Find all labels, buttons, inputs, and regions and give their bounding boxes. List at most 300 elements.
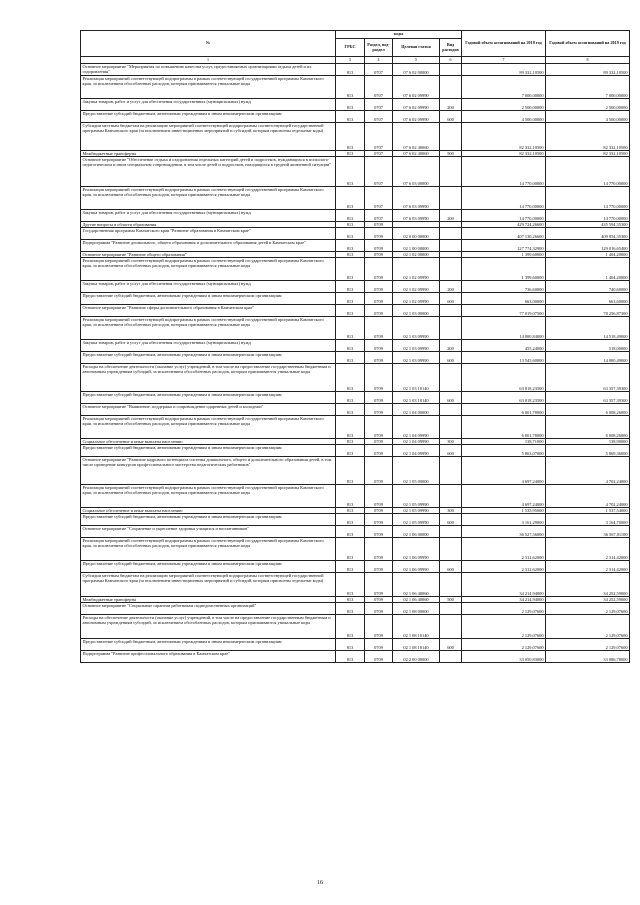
row-razdel: 0707 [365,111,393,123]
row-expense-type: 300 [440,508,462,514]
row-name: Реализация мероприятий соответствующей подпрограммы в рамках соответствующей государственной программы Камчатского края, за исключением обособленных расходов, которым присваиваются уникальные коды [81,187,336,210]
row-name: Подпрограмма "Развитие дошкольного, общего образования и дополнительного образования детей в Камчатском крае" [81,240,336,252]
row-volume-2019: 129 016,65400 [546,240,630,252]
row-volume-2019: 2 129,07600 [546,615,630,639]
row-razdel: 0709 [365,392,393,404]
header-target-article: Целевая статья [393,39,440,57]
row-volume-2018: 2 500,00000 [462,99,546,111]
row-expense-type [440,187,462,210]
row-volume-2018: 1 399,60000 [462,252,546,258]
row-volume-2019: 435 594,35300 [546,222,630,228]
row-expense-type [440,240,462,252]
row-razdel: 0709 [365,293,393,305]
row-grbs: 813 [336,111,365,123]
table-row [81,281,630,293]
row-name: Закупка товаров, работ и услуг для обеспечения государственных (муниципальных) нужд [81,99,336,111]
row-target-article: 02 1 05 09990 [393,508,440,514]
column-number: 6 [440,57,462,64]
table-row [81,123,630,151]
row-grbs: 813 [336,123,365,151]
row-volume-2018: 82 332,10500 [462,151,546,157]
row-volume-2019: 36 567,01100 [546,526,630,538]
row-volume-2019: 6 008,26000 [546,404,630,416]
row-volume-2019: 138,90000 [546,439,630,445]
row-volume-2019: 409 854,35300 [546,228,630,240]
row-target-article: 02 1 02 09990 [393,293,440,305]
row-name: Субсидии местным бюджетам на реализацию мероприятий соответствующей подпрограммы соответствующей государственной программы Камчатского края (за исключением инвестиционных мероприятий и субсидий, которым присвоены отдельные коды) [81,123,336,151]
row-grbs: 813 [336,99,365,111]
row-name: Реализация мероприятий соответствующей подпрограммы в рамках соответствующей государственной программы Камчатского края, за исключением обособленных расходов, которым присваиваются уникальные коды [81,485,336,508]
row-expense-type: 600 [440,111,462,123]
row-volume-2019: 63 357,39300 [546,392,630,404]
row-target-article: 02 1 02 09990 [393,281,440,293]
row-target-article: 02 1 05 09990 [393,485,440,508]
table-row [81,561,630,573]
row-grbs: 813 [336,258,365,281]
row-target-article: 07 6 02 09990 [393,111,440,123]
row-name: Закупка товаров, работ и услуг для обеспечения государственных (муниципальных) нужд [81,340,336,352]
row-volume-2018: 4 697,24000 [462,457,546,485]
row-razdel: 0709 [365,597,393,603]
row-name: Реализация мероприятий соответствующей подпрограммы в рамках соответствующей государственной программы Камчатского края, за исключением обособленных расходов, которым присваиваются уникальные коды [81,317,336,340]
row-grbs: 813 [336,76,365,99]
row-razdel: 0709 [365,252,393,258]
row-volume-2018: 63 018,23500 [462,392,546,404]
table-row [81,392,630,404]
row-name: Социальное обеспечение и иные выплаты населению [81,439,336,445]
row-razdel: 0709 [365,364,393,392]
row-name: Закупка товаров, работ и услуг для обеспечения государственных (муниципальных) нужд [81,281,336,293]
row-grbs: 813 [336,508,365,514]
table-row [81,76,630,99]
table-row [81,228,630,240]
row-name: Основное мероприятие "Развитие общего образования" [81,252,336,258]
table-row [81,293,630,305]
row-name: Закупка товаров, работ и услуг для обеспечения государственных (муниципальных) нужд [81,210,336,222]
page-number: 16 [317,880,323,886]
table-row [81,99,630,111]
row-expense-type [440,76,462,99]
row-razdel: 0709 [365,222,393,228]
row-volume-2018: 2 312,62000 [462,561,546,573]
row-razdel: 0707 [365,187,393,210]
header-volume-2019: Годовой объем ассигнований на 2019 год [546,31,630,57]
row-target-article: 02 1 08 00000 [393,603,440,615]
row-grbs: 813 [336,252,365,258]
row-target-article: 07 6 03 09990 [393,187,440,210]
row-expense-type: 600 [440,639,462,651]
row-name: Межбюджетные трансферты [81,597,336,603]
row-expense-type [440,258,462,281]
header-razdel: Раздел, под-раздел [365,39,393,57]
row-razdel: 0709 [365,317,393,340]
row-volume-2018: 82 332,10500 [462,123,546,151]
row-razdel: 0709 [365,457,393,485]
row-volume-2018: 14 770,00000 [462,157,546,187]
row-volume-2018: 429 724,26600 [462,222,546,228]
table-row [81,187,630,210]
table-row [81,457,630,485]
row-razdel: 0709 [365,416,393,439]
header-number: № [81,31,336,57]
row-razdel: 0709 [365,538,393,561]
row-expense-type: 600 [440,445,462,457]
row-razdel: 0709 [365,573,393,597]
row-target-article: 02 1 08 10140 [393,615,440,639]
row-volume-2019: 2 129,07600 [546,603,630,615]
table-row [81,514,630,526]
row-name: Основное мероприятие "Развитие кадрового потенциала системы дошкольного, общего и дополнительного образования детей, в том числе проведение конкурсов профессионального мастерства педагогических работников" [81,457,336,485]
row-razdel: 0709 [365,615,393,639]
row-volume-2018: 2 129,07600 [462,615,546,639]
table-row [81,317,630,340]
row-name: Предоставление субсидий бюджетным, автономным учреждениям и иным некоммерческим организациям [81,352,336,364]
column-number: 8 [546,57,630,64]
row-expense-type [440,404,462,416]
row-name: Реализация мероприятий соответствующей подпрограммы в рамках соответствующей государственной программы Камчатского края, за исключением обособленных расходов, которым присваиваются уникальные коды [81,538,336,561]
row-volume-2019: 82 332,10500 [546,123,630,151]
row-grbs: 813 [336,187,365,210]
table-row [81,340,630,352]
row-razdel: 0709 [365,340,393,352]
row-grbs: 813 [336,157,365,187]
row-name: Основное мероприятие "Мероприятия по повышению качества услуг, предоставляемых организациями отдыха детей и их оздоровления" [81,64,336,76]
row-volume-2019: 3 164,70000 [546,514,630,526]
row-expense-type [440,526,462,538]
row-expense-type [440,64,462,76]
row-expense-type: 600 [440,293,462,305]
column-number: 3 [336,57,365,64]
row-grbs: 813 [336,639,365,651]
table-row [81,64,630,76]
row-razdel: 0709 [365,445,393,457]
table-body [81,64,630,663]
row-volume-2018: 34 214,94000 [462,597,546,603]
row-expense-type [440,603,462,615]
row-grbs: 813 [336,210,365,222]
row-name: Реализация мероприятий соответствующей подпрограммы в рамках соответствующей государственной программы Камчатского края, за исключением обособленных расходов, которым присваиваются уникальные коды [81,416,336,439]
row-volume-2018: 407 130,26600 [462,228,546,240]
row-volume-2018: 14 000,84000 [462,317,546,340]
row-volume-2018: 14 770,00000 [462,187,546,210]
row-name: Предоставление субсидий бюджетным, автономным учреждениям и иным некоммерческим организациям [81,392,336,404]
row-expense-type: 500 [440,151,462,157]
column-number-row [81,57,630,64]
row-target-article: 02 1 03 00000 [393,305,440,317]
table-row [81,305,630,317]
row-volume-2019: 14 518,49000 [546,317,630,340]
table-row [81,526,630,538]
row-grbs: 813 [336,485,365,508]
table-row [81,573,630,597]
row-grbs: 813 [336,603,365,615]
row-expense-type [440,364,462,392]
row-grbs: 813 [336,538,365,561]
row-target-article: 02 1 04 09990 [393,416,440,439]
row-razdel: 0709 [365,305,393,317]
row-target-article: 02 0 00 00000 [393,228,440,240]
row-volume-2018: 138,71000 [462,439,546,445]
row-volume-2018: 3 161,29000 [462,514,546,526]
row-target-article: 02 1 05 00000 [393,457,440,485]
row-expense-type [440,573,462,597]
row-target-article: 07 6 02 40060 [393,123,440,151]
table-row [81,404,630,416]
row-volume-2019: 34 252,59000 [546,573,630,597]
row-volume-2018: 2 129,07600 [462,603,546,615]
row-razdel: 0707 [365,64,393,76]
row-target-article: 02 1 06 09990 [393,538,440,561]
row-expense-type: 600 [440,561,462,573]
row-volume-2018: 2 129,07600 [462,639,546,651]
row-name: Основное мероприятие "Социальные гарантии работникам подведомственных организаций" [81,603,336,615]
header-expense-type: Вид расходов [440,39,462,57]
row-expense-type [440,305,462,317]
row-razdel: 0709 [365,514,393,526]
row-expense-type [440,457,462,485]
row-volume-2018: 34 214,94000 [462,573,546,597]
row-razdel: 0709 [365,508,393,514]
row-razdel: 0709 [365,639,393,651]
row-volume-2018: 127 774,32900 [462,240,546,252]
table-row [81,352,630,364]
row-expense-type: 600 [440,352,462,364]
row-volume-2019: 2 129,07600 [546,639,630,651]
row-expense-type [440,317,462,340]
row-razdel: 0709 [365,281,393,293]
row-grbs: 813 [336,439,365,445]
row-name: Другие вопросы в области образования [81,222,336,228]
row-volume-2019: 5 869,36000 [546,445,630,457]
row-target-article: 02 1 06 00000 [393,526,440,538]
row-name: Предоставление субсидий бюджетным, автономным учреждениям и иным некоммерческим организациям [81,561,336,573]
row-expense-type [440,538,462,561]
row-target-article: 02 1 02 09990 [393,258,440,281]
row-volume-2019: 1 537,54000 [546,508,630,514]
row-expense-type: 200 [440,210,462,222]
row-volume-2018: 736,60000 [462,281,546,293]
row-grbs: 813 [336,416,365,439]
table-row [81,445,630,457]
row-razdel: 0709 [365,404,393,416]
row-volume-2019: 33 086,78000 [546,651,630,663]
row-target-article: 02 1 03 10140 [393,364,440,392]
row-volume-2018: 36 527,56000 [462,526,546,538]
row-expense-type: 300 [440,439,462,445]
row-razdel: 0709 [365,240,393,252]
row-expense-type [440,416,462,439]
row-name: Реализация мероприятий соответствующей подпрограммы в рамках соответствующей государственной программы Камчатского края, за исключением обособленных расходов, которым присваиваются уникальные коды [81,258,336,281]
row-volume-2018: 6 001,78000 [462,404,546,416]
row-volume-2019: 518,00000 [546,340,630,352]
row-target-article: 02 2 00 00000 [393,651,440,663]
table-row [81,651,630,663]
row-expense-type [440,157,462,187]
row-name: Реализация мероприятий соответствующей подпрограммы в рамках соответствующей государственной программы Камчатского края, за исключением обособленных расходов, которым присваиваются уникальные коды [81,76,336,99]
row-target-article: 02 1 02 00000 [393,252,440,258]
row-expense-type: 600 [440,392,462,404]
column-number: 7 [462,57,546,64]
row-razdel: 0707 [365,123,393,151]
row-name: Предоставление субсидий бюджетным, автономным учреждениям и иным некоммерческим организациям [81,639,336,651]
row-volume-2018: 2 312,62000 [462,538,546,561]
row-target-article: 02 1 06 09990 [393,561,440,573]
row-volume-2018: 7 000,00000 [462,76,546,99]
row-razdel: 0707 [365,76,393,99]
row-grbs: 813 [336,340,365,352]
table-row [81,157,630,187]
row-volume-2019: 4 702,24000 [546,485,630,508]
row-volume-2018: 63 018,23500 [462,364,546,392]
row-volume-2018: 14 770,00000 [462,210,546,222]
row-volume-2018: 13 545,60000 [462,352,546,364]
row-volume-2018: 663,00000 [462,293,546,305]
row-volume-2019: 4 702,24000 [546,457,630,485]
header-grbs: ГРБС [336,39,365,57]
row-expense-type [440,485,462,508]
row-volume-2019: 1 404,20000 [546,258,630,281]
row-name: Межбюджетные трансферты [81,151,336,157]
row-target-article: 02 1 05 09990 [393,514,440,526]
row-volume-2019: 78 256,87300 [546,305,630,317]
row-volume-2019: 2 314,42000 [546,538,630,561]
row-expense-type: 500 [440,597,462,603]
column-number: 4 [365,57,393,64]
table-row [81,639,630,651]
row-expense-type [440,651,462,663]
row-grbs: 813 [336,573,365,597]
row-grbs: 813 [336,281,365,293]
row-target-article: 02 1 03 09990 [393,352,440,364]
row-expense-type [440,123,462,151]
row-volume-2018: 33 050,83000 [462,651,546,663]
row-razdel: 0709 [365,561,393,573]
row-razdel: 0709 [365,651,393,663]
row-grbs: 813 [336,457,365,485]
table-row [81,210,630,222]
row-razdel: 0709 [365,603,393,615]
row-name: Основное мероприятие "Развитие сферы дополнительного образования в Камчатском крае" [81,305,336,317]
row-razdel: 0707 [365,99,393,111]
row-volume-2019: 63 357,39300 [546,364,630,392]
row-volume-2019: 1 404,20000 [546,252,630,258]
row-grbs: 813 [336,392,365,404]
row-razdel: 0709 [365,526,393,538]
row-volume-2019: 6 008,26000 [546,416,630,439]
budget-allocation-table [80,30,630,663]
row-target-article: 07 6 02 00000 [393,64,440,76]
row-grbs: 813 [336,64,365,76]
row-grbs: 813 [336,615,365,639]
table-row [81,258,630,281]
row-volume-2018: 77 019,07500 [462,305,546,317]
row-razdel: 0709 [365,258,393,281]
row-razdel: 0707 [365,157,393,187]
row-expense-type: 600 [440,514,462,526]
row-name: Основное мероприятие "Выявление, поддержка и сопровождение одаренных детей и молодежи" [81,404,336,416]
row-target-article: 02 1 03 10140 [393,392,440,404]
row-target-article: 02 1 03 09990 [393,317,440,340]
row-name: Предоставление субсидий бюджетным, автономным учреждениям и иным некоммерческим организациям [81,445,336,457]
row-grbs: 813 [336,240,365,252]
row-volume-2019: 7 000,00000 [546,76,630,99]
column-number: 5 [393,57,440,64]
row-grbs: 813 [336,445,365,457]
row-target-article: 07 6 02 40060 [393,151,440,157]
row-grbs: 813 [336,305,365,317]
row-expense-type [440,228,462,240]
row-name: Основное мероприятие "Сохранение и укрепление здоровья учащихся и воспитанников" [81,526,336,538]
row-razdel: 0709 [365,485,393,508]
row-name: Предоставление субсидий бюджетным, автономным учреждениям и иным некоммерческим организациям [81,111,336,123]
table-row [81,603,630,615]
row-name: Расходы на обеспечение деятельности (оказание услуг) учреждений, в том числе на предоставление государственным бюджетным и автономным учреждениям субсидий, за исключением обособленных расходов, которым присваиваются уникальные коды [81,364,336,392]
row-target-article: 07 6 03 09990 [393,210,440,222]
row-target-article: 02 1 08 10140 [393,639,440,651]
row-volume-2019: 82 332,10500 [546,151,630,157]
row-volume-2019: 740,60000 [546,281,630,293]
row-grbs: 813 [336,514,365,526]
table-row [81,111,630,123]
row-razdel: 0709 [365,352,393,364]
row-razdel: 0709 [365,228,393,240]
row-razdel: 0707 [365,210,393,222]
row-target-article: 07 6 03 00000 [393,157,440,187]
row-target-article: 02 1 04 09990 [393,439,440,445]
row-grbs: 813 [336,651,365,663]
row-grbs: 813 [336,526,365,538]
row-target-article: 02 1 00 00000 [393,240,440,252]
row-volume-2018: 4 500,00000 [462,111,546,123]
row-grbs: 813 [336,317,365,340]
row-volume-2019: 14 770,00000 [546,210,630,222]
row-volume-2019: 34 252,59000 [546,597,630,603]
row-expense-type: 200 [440,281,462,293]
row-name: Предоставление субсидий бюджетным, автономным учреждениям и иным некоммерческим организациям [81,293,336,305]
row-name: Расходы на обеспечение деятельности (оказание услуг) учреждений, в том числе на предоставление государственным бюджетным и автономным учреждениям субсидий, за исключением обособленных расходов, которым присваиваются уникальные коды [81,615,336,639]
row-razdel: 0709 [365,439,393,445]
row-target-article: 02 1 03 09990 [393,340,440,352]
row-target-article: 02 1 04 00000 [393,404,440,416]
row-volume-2019: 2 500,00000 [546,99,630,111]
row-expense-type: 200 [440,99,462,111]
row-grbs: 813 [336,228,365,240]
row-volume-2018: 1 535,95000 [462,508,546,514]
row-grbs: 813 [336,561,365,573]
row-name: Основное мероприятие "Обеспечение отдыха и оздоровления отдельных категорий детей и подростков, нуждающихся в психолого-педагогическом и ином специальном сопровождении, в том числе детей и подростков, находящихся в трудной жизненной ситуации" [81,157,336,187]
row-volume-2019: 2 314,42000 [546,561,630,573]
table-row [81,615,630,639]
row-volume-2019: 14 770,00000 [546,157,630,187]
row-grbs: 813 [336,597,365,603]
table-row [81,364,630,392]
row-grbs: 813 [336,352,365,364]
row-target-article: 07 6 02 09990 [393,76,440,99]
row-volume-2018: 4 697,24000 [462,485,546,508]
row-name: Предоставление субсидий бюджетным, автономным учреждениям и иным некоммерческим организациям [81,514,336,526]
row-name: Подпрограмма "Развитие профессионального образования в Камчатском крае" [81,651,336,663]
row-target-article: 07 6 02 09990 [393,99,440,111]
row-name: Субсидии местным бюджетам на реализацию мероприятий соответствующей подпрограммы соответствующей государственной программы Камчатского края (за исключением инвестиционных мероприятий и субсидий, которым присвоены отдельные коды) [81,573,336,597]
header-codes: коды [336,31,462,39]
row-grbs: 813 [336,222,365,228]
row-name: Государственная программа Камчатского края "Развитие образования в Камчатском крае" [81,228,336,240]
header-volume-2018: Годовой объем ассигнований на 2018 год [462,31,546,57]
table-row [81,538,630,561]
row-target-article: 02 1 06 40060 [393,597,440,603]
row-expense-type: 200 [440,340,462,352]
row-volume-2019: 14 000,49000 [546,352,630,364]
